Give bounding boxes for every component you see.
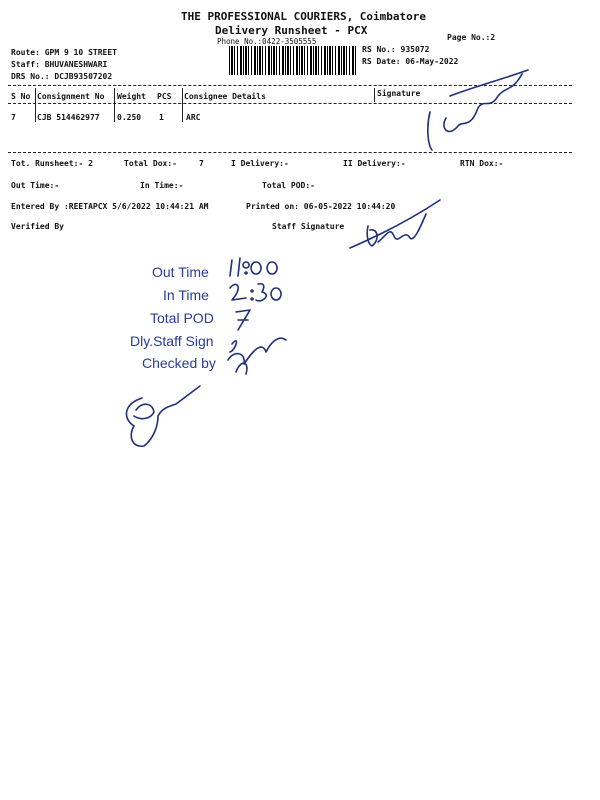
- entered-by: Entered By :REETAPCX 5/6/2022 10:44:21 AM: [11, 202, 209, 211]
- row-consignment-no: CJB 514462977: [37, 113, 100, 122]
- out-time-label: Out Time:-: [11, 181, 60, 190]
- total-dox-label: Total Dox:-: [124, 159, 177, 168]
- stamp-out-time: Out Time: [152, 264, 209, 280]
- ii-delivery: II Delivery:-: [343, 159, 406, 168]
- total-pod-label: Total POD:-: [262, 181, 315, 190]
- hw-total-pod-strokes: [236, 310, 250, 330]
- rs-number: RS No.: 935072: [362, 45, 430, 54]
- column-header-consignment: Consignment No: [37, 92, 105, 101]
- hw-checked-by-strokes: [228, 338, 286, 374]
- in-time-label: In Time:-: [140, 181, 184, 190]
- column-header-weight: Weight: [117, 92, 146, 101]
- row-consignee: ARC: [186, 113, 201, 122]
- total-dox-value: 7: [199, 159, 204, 168]
- phone-number: Phone No.:0422-3505555: [217, 37, 317, 46]
- bottom-signature: [126, 386, 200, 446]
- stamp-staff-sign: Dly.Staff Sign: [130, 333, 214, 349]
- row-pcs: 1: [159, 113, 164, 122]
- column-divider: [374, 88, 375, 102]
- hw-out-time-strokes: [230, 258, 277, 276]
- column-header-signature: Signature: [377, 89, 421, 98]
- column-header-consignee: Consignee Details: [184, 92, 266, 101]
- document-title: Delivery Runsheet - PCX: [215, 24, 368, 37]
- rs-date: RS Date: 06-May-2022: [362, 57, 459, 66]
- stamp-total-pod: Total POD: [150, 310, 214, 326]
- hw-in-time-strokes: [230, 284, 281, 301]
- stamp-in-time: In Time: [163, 287, 209, 303]
- column-divider: [114, 88, 115, 122]
- staff-signature-label: Staff Signature: [272, 222, 345, 231]
- rtn-dox: RTN Dox:-: [460, 159, 504, 168]
- printed-on: Printed on: 06-05-2022 10:44:20: [246, 202, 396, 211]
- column-divider: [182, 88, 183, 122]
- stamp-checked-by: Checked by: [142, 355, 216, 371]
- verified-by: Verified By: [11, 222, 64, 231]
- table-bottom-rule: [8, 152, 572, 153]
- barcode: [229, 46, 356, 75]
- route: Route: GPM 9 10 STREET: [11, 48, 117, 57]
- company-name: THE PROFESSIONAL COURIERS, Coimbatore: [181, 10, 427, 23]
- column-header-sno: S No: [11, 92, 31, 101]
- column-header-pcs: PCS: [157, 92, 172, 101]
- i-delivery: I Delivery:-: [231, 159, 289, 168]
- row-weight: 0.250: [117, 113, 142, 122]
- table-top-rule: [8, 85, 572, 86]
- consignee-signature: [428, 70, 528, 150]
- staff-name: Staff: BHUVANESHWARI: [11, 60, 108, 69]
- column-divider: [35, 88, 36, 122]
- table-header-rule: [8, 103, 572, 104]
- page-number: Page No.:2: [447, 33, 496, 42]
- drs-number: DRS No.: DCJB93507202: [11, 72, 113, 81]
- total-runsheet: Tot. Runsheet:- 2: [11, 159, 93, 168]
- row-sno: 7: [11, 113, 16, 122]
